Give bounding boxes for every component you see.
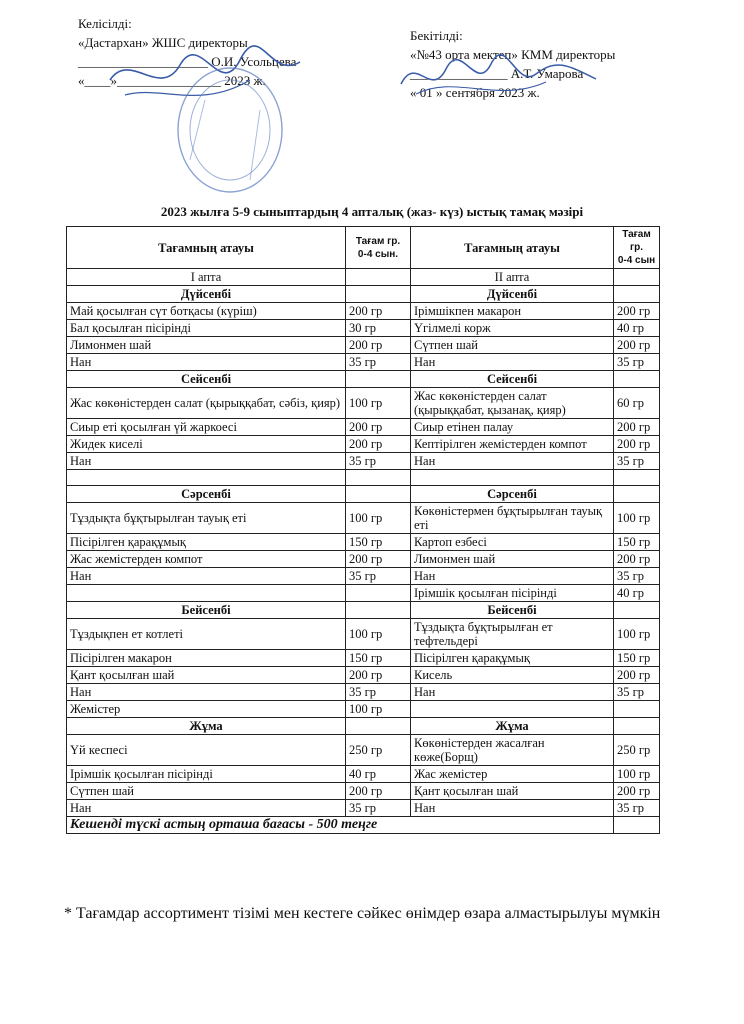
- table-row: [67, 735, 660, 766]
- dish-weight: 100 гр: [614, 766, 660, 783]
- day-label: Жұма: [67, 718, 346, 735]
- day-label: Дүйсенбі: [67, 286, 346, 303]
- day-header-row: [67, 718, 660, 735]
- table-row: [67, 619, 660, 650]
- empty-cell: [614, 486, 660, 503]
- table-row: [67, 667, 660, 684]
- empty-cell: [411, 470, 614, 486]
- day-label: Бейсенбі: [67, 602, 346, 619]
- dish-name: Үй кеспесі: [67, 735, 346, 766]
- day-label: Сәрсенбі: [411, 486, 614, 503]
- table-row: [67, 419, 660, 436]
- approver-org: «Дастархан» ЖШС директоры: [78, 35, 248, 50]
- signature-stamp-left: [70, 40, 390, 200]
- dish-weight: 35 гр: [614, 800, 660, 817]
- dish-weight: 200 гр: [346, 303, 411, 320]
- dish-weight: 200 гр: [614, 419, 660, 436]
- dish-name: [67, 585, 346, 602]
- dish-weight: 40 гр: [346, 766, 411, 783]
- dish-weight: 40 гр: [614, 320, 660, 337]
- day-header-row: [67, 286, 660, 303]
- dish-weight: 100 гр: [346, 701, 411, 718]
- table-row: [67, 650, 660, 667]
- dish-weight: 200 гр: [614, 337, 660, 354]
- dish-weight: 100 гр: [346, 503, 411, 534]
- dish-name: Лимонмен шай: [67, 337, 346, 354]
- empty-cell: [346, 286, 411, 303]
- dish-weight: 200 гр: [614, 551, 660, 568]
- day-header-row: [67, 371, 660, 388]
- dish-name: Ірімшік қосылған пісірінді: [67, 766, 346, 783]
- dish-weight: 200 гр: [346, 436, 411, 453]
- dish-name: [411, 701, 614, 718]
- dish-weight: 200 гр: [346, 337, 411, 354]
- table-row: [67, 453, 660, 470]
- empty-cell: [614, 286, 660, 303]
- week-label: І апта: [67, 269, 346, 286]
- table-row: [67, 320, 660, 337]
- dish-weight: 200 гр: [346, 667, 411, 684]
- empty-cell: [346, 718, 411, 735]
- dish-name: Жас жемістерден компот: [67, 551, 346, 568]
- day-label: Бейсенбі: [411, 602, 614, 619]
- dish-name: Тұздықпен ет котлеті: [67, 619, 346, 650]
- signature-right: [396, 44, 606, 114]
- dish-name: Жидек киселі: [67, 436, 346, 453]
- day-header-row: [67, 486, 660, 503]
- dish-weight: 250 гр: [346, 735, 411, 766]
- dish-name: Жас көкөністерден салат (қырыққабат, қызанақ, қияр): [411, 388, 614, 419]
- dish-name: Нан: [67, 453, 346, 470]
- table-row: [67, 436, 660, 453]
- dish-name: Пісірілген қарақұмық: [411, 650, 614, 667]
- table-row: [67, 354, 660, 371]
- dish-name: Пісірілген қарақұмық: [67, 534, 346, 551]
- dish-weight: 100 гр: [614, 619, 660, 650]
- dish-weight: 200 гр: [614, 667, 660, 684]
- footnote: * Тағамдар ассортимент тізімі мен кестеге сәйкес өнімдер өзара алмастырылуы мүмкін: [64, 905, 661, 922]
- table-row: [67, 766, 660, 783]
- approval-label: Келісілді:: [78, 16, 132, 31]
- table-row: [67, 534, 660, 551]
- dish-name: Бал қосылған пісірінді: [67, 320, 346, 337]
- table-row: [67, 503, 660, 534]
- dish-name: Сүтпен шай: [411, 337, 614, 354]
- table-row: [67, 783, 660, 800]
- dish-name: Көкөністерден жасалған көже(Борщ): [411, 735, 614, 766]
- empty-cell: [614, 602, 660, 619]
- dish-name: Қант қосылған шай: [411, 783, 614, 800]
- dish-name: Картоп езбесі: [411, 534, 614, 551]
- table-row: [67, 684, 660, 701]
- dish-weight: [614, 701, 660, 718]
- table-row: [67, 800, 660, 817]
- table-row: [67, 701, 660, 718]
- dish-weight: 150 гр: [614, 534, 660, 551]
- approval-label: Бекітілді:: [410, 28, 463, 43]
- dish-name: Ірімшікпен макарон: [411, 303, 614, 320]
- dish-weight: 200 гр: [346, 783, 411, 800]
- dish-name: Нан: [411, 354, 614, 371]
- dish-weight: 150 гр: [614, 650, 660, 667]
- column-header-name: Тағамның атауы: [411, 227, 614, 269]
- dish-weight: 40 гр: [614, 585, 660, 602]
- dish-name: Жас көкөністерден салат (қырыққабат, сәбіз, қияр): [67, 388, 346, 419]
- dish-name: Үгілмелі корж: [411, 320, 614, 337]
- blank-row: [67, 470, 660, 486]
- dish-weight: 35 гр: [346, 354, 411, 371]
- dish-weight: 35 гр: [346, 568, 411, 585]
- document-title: 2023 жылға 5-9 сыныптардың 4 апталық (жаз- күз) ыстық тамақ мәзірі: [160, 204, 584, 219]
- dish-name: Тұздықта бұқтырылған тауық еті: [67, 503, 346, 534]
- dish-weight: 200 гр: [346, 419, 411, 436]
- approver-org: «№43 орта мектеп» КММ директоры: [410, 47, 616, 62]
- dish-name: Жас жемістер: [411, 766, 614, 783]
- approval-date: «____»________________ 2023 ж.: [78, 73, 266, 88]
- dish-name: Жемістер: [67, 701, 346, 718]
- dish-name: Пісірілген макарон: [67, 650, 346, 667]
- column-header-weight: Тағам гр. 0-4 сын: [614, 227, 660, 269]
- table-row: [67, 551, 660, 568]
- approval-date: « 01 » сентября 2023 ж.: [410, 85, 540, 100]
- table-row: [67, 303, 660, 320]
- menu-table: [66, 226, 660, 834]
- dish-weight: 60 гр: [614, 388, 660, 419]
- day-label: Сейсенбі: [411, 371, 614, 388]
- dish-name: Сиыр еті қосылған үй жаркоесі: [67, 419, 346, 436]
- dish-weight: 100 гр: [346, 619, 411, 650]
- dish-name: Ірімшік қосылған пісірінді: [411, 585, 614, 602]
- table-row: [67, 568, 660, 585]
- dish-name: Нан: [411, 800, 614, 817]
- dish-weight: 200 гр: [614, 303, 660, 320]
- dish-name: Нан: [67, 800, 346, 817]
- dish-name: Нан: [67, 684, 346, 701]
- dish-name: Нан: [411, 684, 614, 701]
- empty-cell: [614, 718, 660, 735]
- empty-cell: [346, 486, 411, 503]
- dish-weight: 150 гр: [346, 650, 411, 667]
- empty-cell: [346, 602, 411, 619]
- dish-weight: 35 гр: [346, 453, 411, 470]
- dish-weight: 35 гр: [346, 684, 411, 701]
- approver-name: _______________ А.Т. Умарова: [410, 66, 584, 81]
- empty-cell: [346, 470, 411, 486]
- dish-name: Сүтпен шай: [67, 783, 346, 800]
- dish-weight: 200 гр: [614, 436, 660, 453]
- dish-weight: 250 гр: [614, 735, 660, 766]
- dish-name: Май қосылған сүт ботқасы (күріш): [67, 303, 346, 320]
- dish-name: Лимонмен шай: [411, 551, 614, 568]
- dish-name: Кептірілген жемістерден компот: [411, 436, 614, 453]
- dish-weight: 200 гр: [346, 551, 411, 568]
- menu-body: [67, 286, 660, 817]
- empty-cell: [614, 470, 660, 486]
- dish-name: Нан: [67, 354, 346, 371]
- dish-weight: 100 гр: [346, 388, 411, 419]
- dish-weight: 100 гр: [614, 503, 660, 534]
- dish-name: Нан: [411, 568, 614, 585]
- table-row: [67, 585, 660, 602]
- table-row: [67, 388, 660, 419]
- price-note: Кешенді түскі астың орташа бағасы - 500 теңге: [67, 817, 614, 834]
- day-header-row: [67, 602, 660, 619]
- dish-name: Нан: [67, 568, 346, 585]
- approver-name: ____________________ О.И. Усольцева: [78, 54, 297, 69]
- dish-weight: 200 гр: [614, 783, 660, 800]
- empty-cell: [614, 371, 660, 388]
- dish-weight: 150 гр: [346, 534, 411, 551]
- dish-weight: 35 гр: [614, 568, 660, 585]
- dish-name: Тұздықта бұқтырылған ет тефтельдері: [411, 619, 614, 650]
- day-label: Жұма: [411, 718, 614, 735]
- column-header-weight: Тағам гр. 0-4 сын.: [346, 227, 411, 269]
- empty-cell: [346, 371, 411, 388]
- column-header-name: Тағамның атауы: [67, 227, 346, 269]
- day-label: Дүйсенбі: [411, 286, 614, 303]
- dish-weight: 30 гр: [346, 320, 411, 337]
- dish-weight: 35 гр: [614, 354, 660, 371]
- dish-name: Көкөністермен бұқтырылған тауық еті: [411, 503, 614, 534]
- day-label: Сейсенбі: [67, 371, 346, 388]
- empty-cell: [67, 470, 346, 486]
- dish-weight: [346, 585, 411, 602]
- dish-name: Кисель: [411, 667, 614, 684]
- dish-weight: 35 гр: [614, 684, 660, 701]
- dish-name: Нан: [411, 453, 614, 470]
- dish-weight: 35 гр: [346, 800, 411, 817]
- day-label: Сәрсенбі: [67, 486, 346, 503]
- dish-weight: 35 гр: [614, 453, 660, 470]
- week-label: ІІ апта: [411, 269, 614, 286]
- dish-name: Сиыр етінен палау: [411, 419, 614, 436]
- dish-name: Қант қосылған шай: [67, 667, 346, 684]
- table-row: [67, 337, 660, 354]
